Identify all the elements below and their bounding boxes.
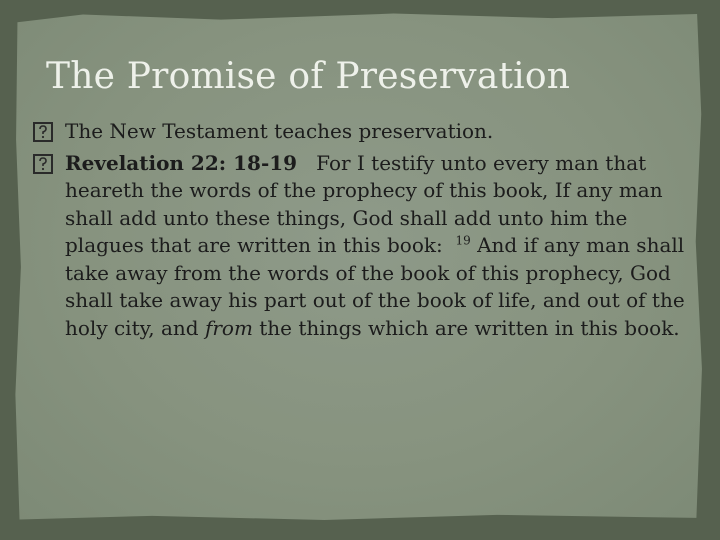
bullet-1-text: The New Testament teaches preservation. [65,119,494,143]
verse-19-ending: the things which are written in this book. [259,315,680,340]
verse-number: 19 [455,233,471,248]
bullet-1 [32,118,692,146]
verse-19-text: And if any man shall take away from the words of the book of this prophecy, God shall take away his part out of the book of life, and out of the holy city, and [65,233,685,340]
missing-glyph-box-icon [32,154,54,174]
verse-18-text: For I testify unto every man that heareth the words of the prophecy of this book, If any man shall add unto these things, God shall add unto him the plagues that are written in this book: [65,150,663,257]
italic-word: from [204,315,253,340]
slide-content [32,118,692,346]
slide-title: The Promise of Preservation [46,56,571,97]
missing-glyph-box-icon [32,122,54,142]
bullet-2 [32,150,692,343]
scripture-reference: Revelation 22: 18-19 [65,150,298,175]
